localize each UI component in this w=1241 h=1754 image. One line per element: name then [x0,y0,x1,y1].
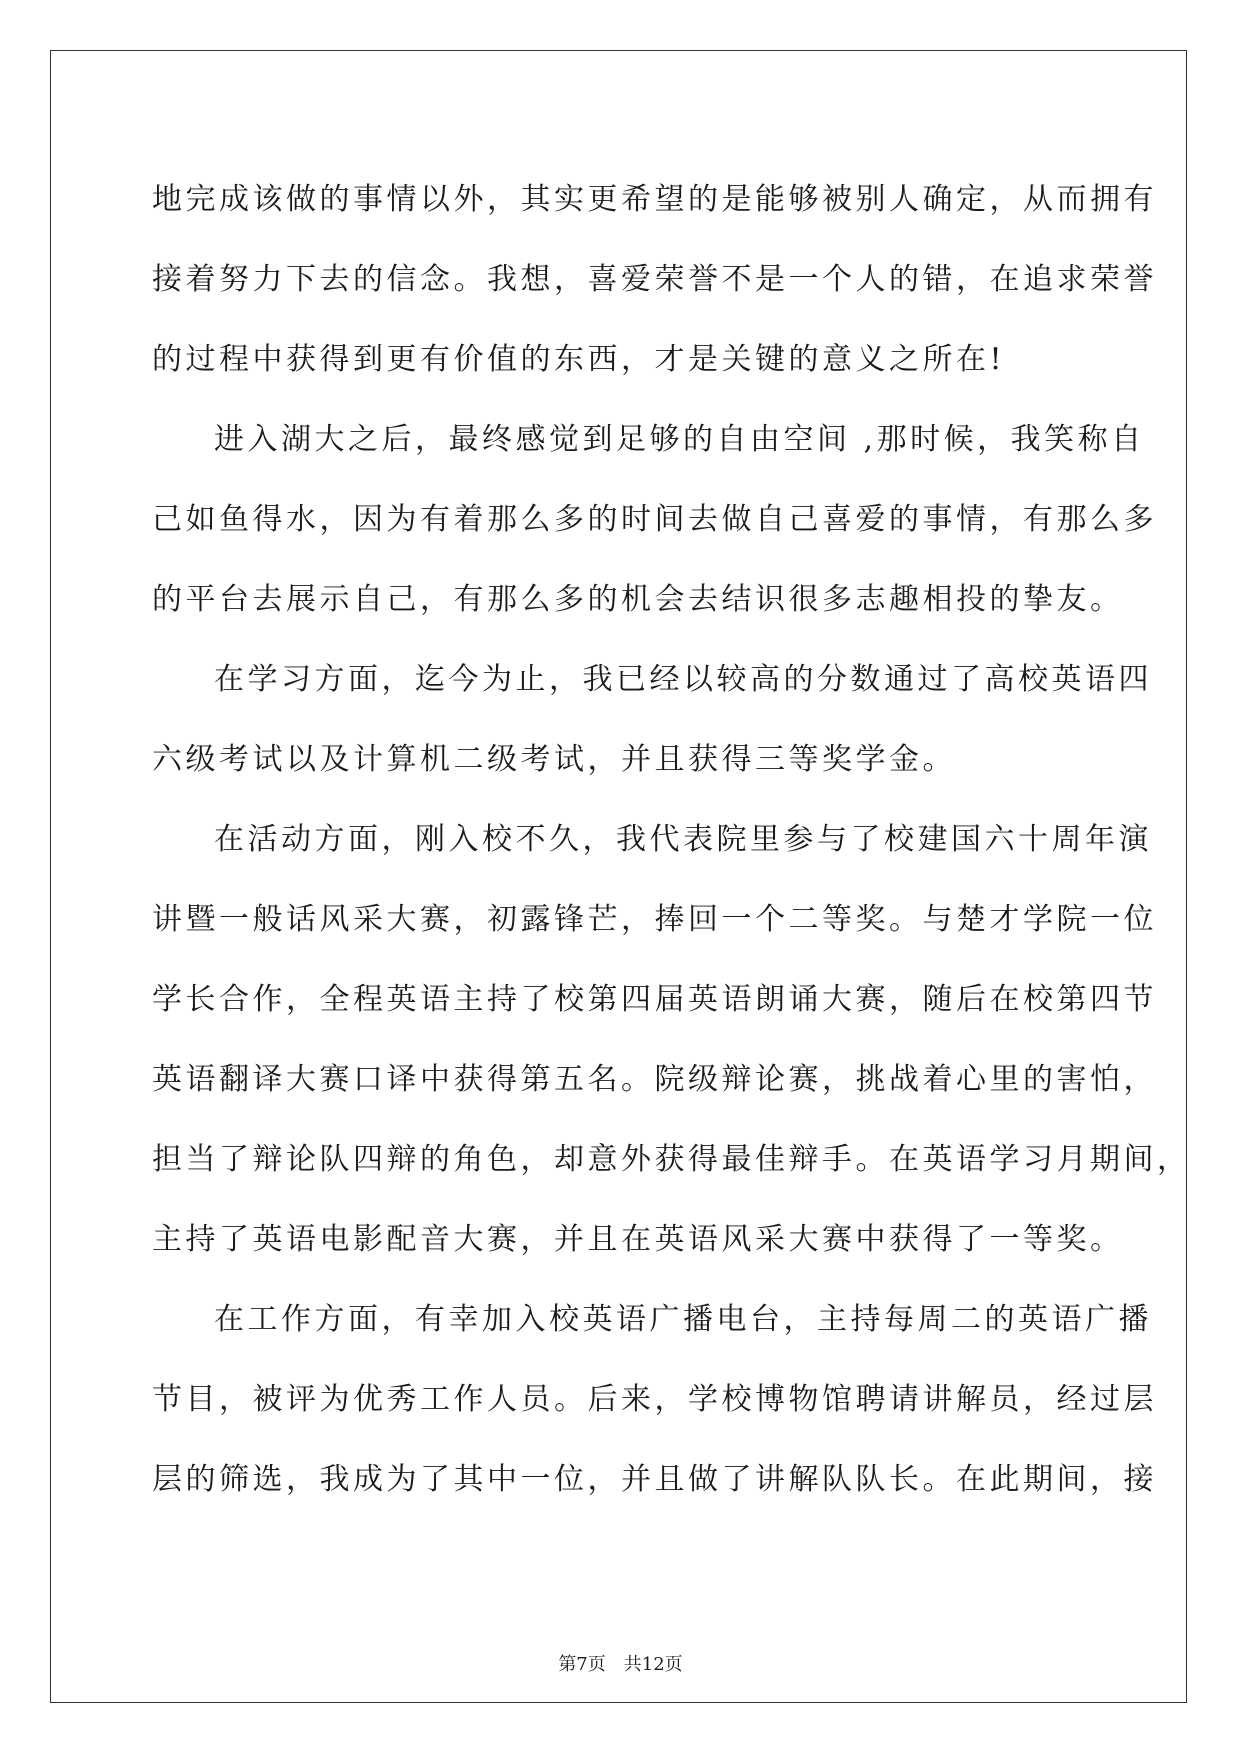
document-body [152,160,1191,1520]
page-footer [0,1650,1241,1676]
text-line: 英语翻译大赛口译中获得第五名。院级辩论赛，挑战着心里的害怕， [152,1062,1157,1097]
text-line: 讲暨一般话风采大赛，初露锋芒，捧回一个二等奖。与楚才学院一位 [152,902,1157,937]
paragraph-start-line: 在活动方面，刚入校不久，我代表院里参与了校建国六十周年演 [214,822,1152,857]
text-line: 六级考试以及计算机二级考试，并且获得三等奖学金。 [152,742,956,777]
paragraph-start-line: 在工作方面，有幸加入校英语广播电台，主持每周二的英语广播 [214,1302,1152,1337]
text-line: 接着努力下去的信念。我想，喜爱荣誉不是一个人的错，在追求荣誉 [152,262,1157,297]
text-line: 的平台去展示自己，有那么多的机会去结识很多志趣相投的挚友。 [152,582,1124,617]
text-line: 学长合作，全程英语主持了校第四届英语朗诵大赛，随后在校第四节 [152,982,1157,1017]
text-line: 节目，被评为优秀工作人员。后来，学校博物馆聘请讲解员，经过层 [152,1382,1157,1417]
text-line: 担当了辩论队四辩的角色，却意外获得最佳辩手。在英语学习月期间， [152,1142,1191,1177]
page-number-current: 第7页 [558,1654,606,1675]
paragraph-start-line: 进入湖大之后，最终感觉到足够的自由空间 ,那时候，我笑称自 [214,422,1145,457]
text-line: 己如鱼得水，因为有着那么多的时间去做自己喜爱的事情，有那么多 [152,502,1157,537]
text-line: 的过程中获得到更有价值的东西，才是关键的意义之所在! [152,342,1006,377]
page-number-total: 共12页 [623,1654,683,1675]
text-line: 主持了英语电影配音大赛，并且在英语风采大赛中获得了一等奖。 [152,1222,1124,1257]
text-line: 地完成该做的事情以外，其实更希望的是能够被别人确定，从而拥有 [152,182,1157,217]
text-line: 层的筛选，我成为了其中一位，并且做了讲解队队长。在此期间，接 [152,1462,1157,1497]
paragraph-start-line: 在学习方面，迄今为止，我已经以较高的分数通过了高校英语四 [214,662,1152,697]
